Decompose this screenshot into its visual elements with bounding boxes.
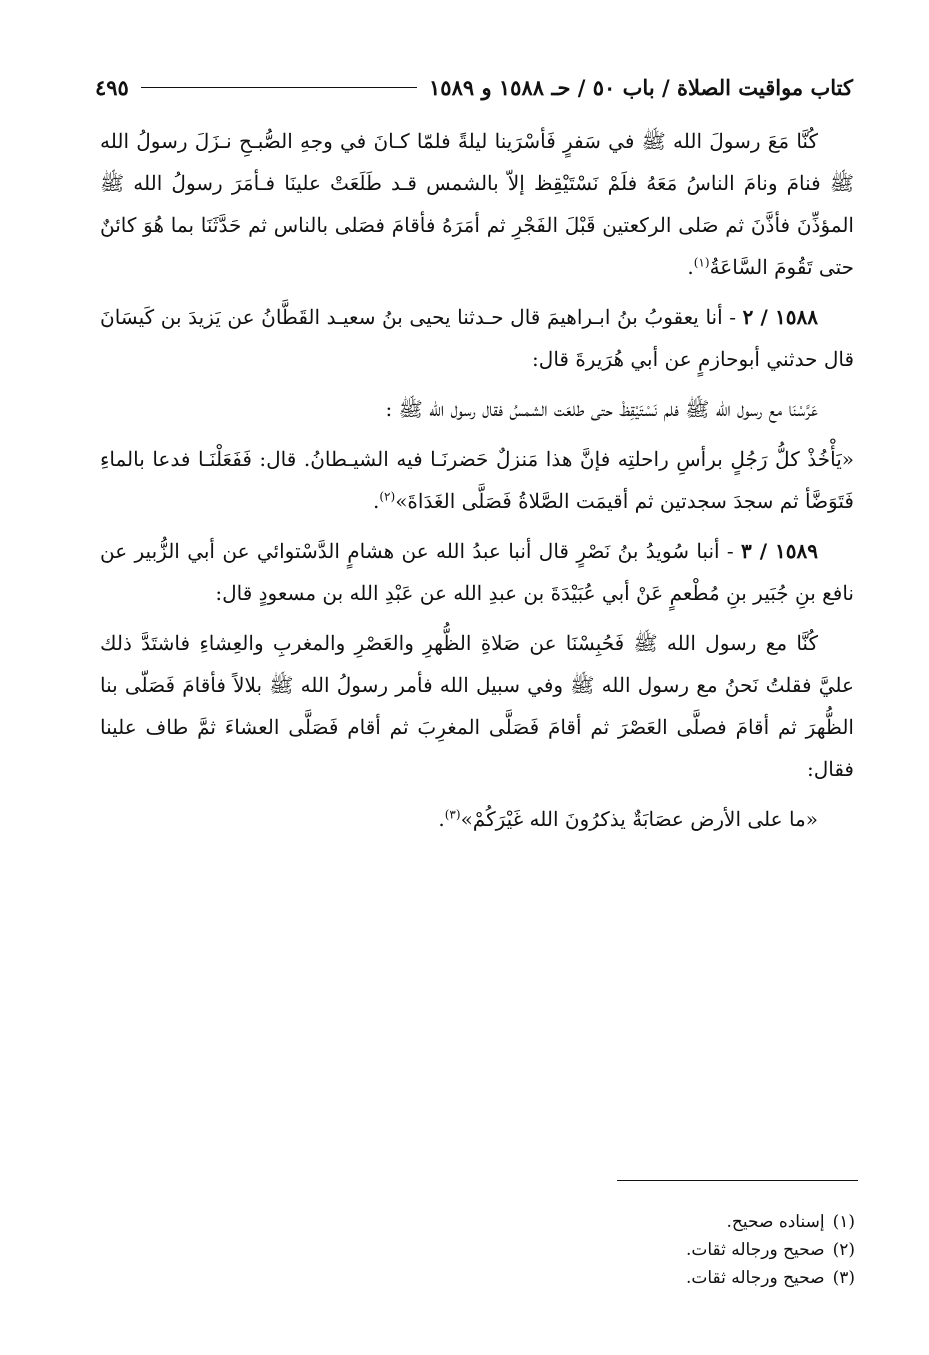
paragraph-text: كُنَّا مَعَ رسولَ الله ﷺ في سَفرٍ فَأسْرَينا ليلةً فلمّا كـانَ في وجهِ الصُّبـحِ نـزَلَ رسولُ الله ﷺ فنامَ ونامَ الناسُ مَعَهُ فلَمْ نَسْتَيْقِظ إلاّ بالشمس قـد طَلَعَتْ علينَا فـأمَرَ رسولُ الله ﷺ المؤذِّنَ فأذَّنَ ثم صَلى الركعتين قَبْلَ الفَجْرِ ثم أمَرَهُ فأقامَ فصَلى بالناس ثم حَدَّثَنَا بما هُوَ كائنٌ حتى تَقُومَ السَّاعَةُ xyxy=(100,129,854,279)
footnote-marker: (١) xyxy=(832,1212,855,1232)
paragraph xyxy=(100,622,854,790)
footnote-item xyxy=(450,1236,855,1264)
paragraph-text: - أنبا سُويدُ بنُ نَصْرٍ قال أنبا عبدُ الله عن هشامٍ الدَّسْتوائي عن أبي الزُّبير عن نافع بنِ جُبَير بنِ مُطْعمٍ عَنْ أبي عُبَيْدَةَ بن عبدِ الله عن عَبْدِ الله بن مسعودٍ قال: xyxy=(100,539,854,605)
paragraph xyxy=(100,388,854,430)
footnote-text: إسناده صحيح. xyxy=(726,1212,825,1232)
paragraph-text: - أنا يعقوبُ بنُ ابـراهيمَ قال حـدثنا يحيى بنُ سعيـد القَطَّانُ عن يَزيدَ بن كَيسَانَ قال حدثني أبوحازمٍ عن أبي هُرَيرةَ قال: xyxy=(100,305,854,371)
footnote-reference: (١) xyxy=(693,255,710,270)
paragraph-text: «ما على الأرض عصَابَةٌ يذكرُونَ الله غَيْرَكُمْ» xyxy=(460,807,818,831)
paragraph-end: . xyxy=(373,489,380,513)
paragraph-text: «يَأْخُذْ كلُّ رَجُلٍ برأسِ راحلتِه فإنَّ هذا مَنزلٌ حَضرنَـا فيه الشيـطانُ. قال: فَفَعَلْنَـا فدعا بالماءِ فَتَوَضَّأ ثم سجدَ سجدتين ثم أقيمَت الصَّلاةُ فَصَلَّى الغَدَاةَ» xyxy=(100,447,855,513)
running-header xyxy=(95,70,853,104)
page-number: ٤٩٥ xyxy=(95,74,129,100)
hadith-paragraph xyxy=(100,530,854,614)
footnote-reference: (٣) xyxy=(444,807,461,822)
footnote-separator xyxy=(617,1180,858,1181)
main-text xyxy=(100,120,854,848)
hadith-number: ١٥٨٩ / ٣ xyxy=(741,539,818,563)
hadith-number: ١٥٨٨ / ٢ xyxy=(742,305,819,329)
paragraph-text: عَرَّسْنَا مع رسول الله ﷺ فلم نَسْتَيْقِظْ حتى طلعَت الشمسُ فقال رسول الله ﷺ : xyxy=(385,397,818,421)
paragraph-end: . xyxy=(438,807,445,831)
chapter-title: كتاب مواقيت الصلاة / باب ٥٠ / حـ ١٥٨٨ و ١٥٨٩ xyxy=(429,74,853,100)
footnote-marker: (٢) xyxy=(832,1240,855,1260)
footnote-marker: (٣) xyxy=(832,1268,855,1288)
header-rule xyxy=(141,87,417,88)
footnote-item xyxy=(450,1264,855,1292)
footnote-reference: (٢) xyxy=(379,489,396,504)
paragraph xyxy=(100,120,854,288)
paragraph-text: كُنَّا مع رسول الله ﷺ فَحُبِسْنَا عن صَلاةِ الظُّهرِ والعَصْرِ والمغربِ والعِشاءِ فاشتَدَّ ذلك عليَّ فقلتُ نَحنُ مع رسول الله ﷺ وفي سبيل الله فأمر رسولُ الله ﷺ بلالاً فأقامَ فَصَلّى بنا الظُّهرَ ثم أقامَ فصلَّى العَصْرَ ثم أقامَ فَصَلَّى المغرِبَ ثم أقام فَصَلَّى العشاءَ ثمَّ طاف علينا فقال: xyxy=(100,631,854,781)
hadith-paragraph xyxy=(100,296,854,380)
footnote-text: صحيح ورجاله ثقات. xyxy=(685,1268,825,1288)
footnote-text: صحيح ورجاله ثقات. xyxy=(685,1240,825,1260)
paragraph xyxy=(100,798,854,840)
paragraph-end: . xyxy=(687,255,694,279)
footnote-item xyxy=(450,1208,855,1236)
footnotes xyxy=(450,1208,855,1292)
paragraph xyxy=(100,438,854,522)
